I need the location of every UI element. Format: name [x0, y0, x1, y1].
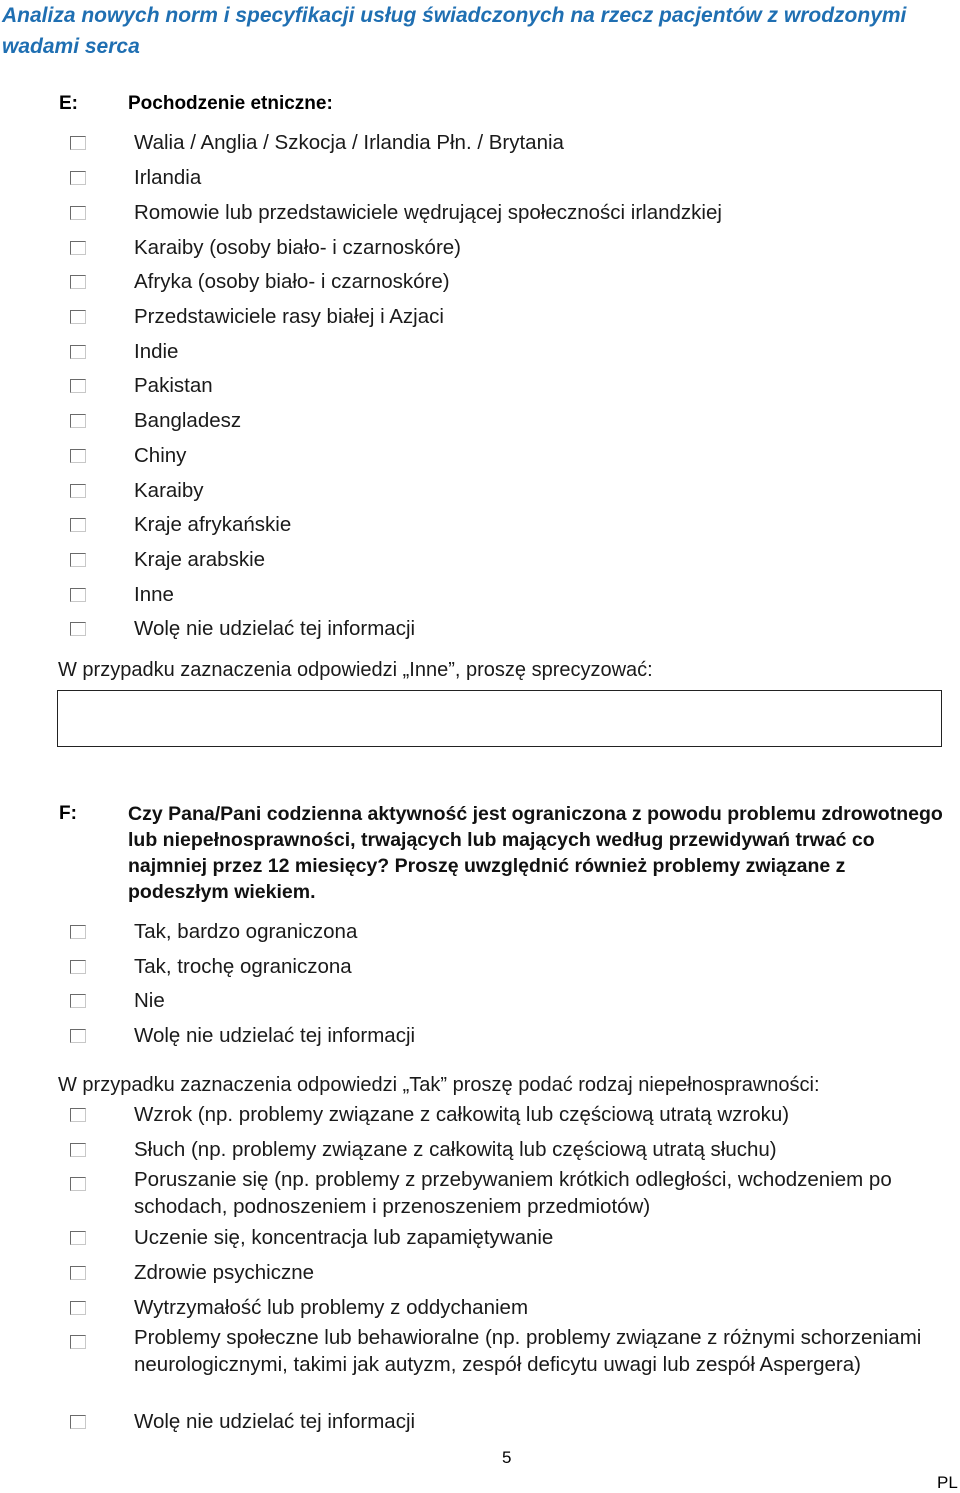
option-label: Wytrzymałość lub problemy z oddychaniem: [134, 1296, 529, 1319]
option-label: Indie: [134, 340, 179, 363]
ethnicity-option-decline[interactable]: [0, 615, 960, 645]
checkbox[interactable]: [70, 345, 86, 359]
option-label: Afryka (osoby biało- i czarnoskóre): [134, 270, 450, 293]
checkbox[interactable]: [70, 136, 86, 150]
ethnicity-option-ireland[interactable]: [0, 164, 960, 194]
limitation-option-no[interactable]: [0, 987, 960, 1017]
disability-option-mobility[interactable]: [0, 1166, 960, 1222]
checkbox[interactable]: [70, 994, 86, 1008]
option-label: Kraje afrykańskie: [134, 513, 292, 536]
disability-option-mental-health[interactable]: [0, 1259, 960, 1289]
checkbox[interactable]: [70, 1415, 86, 1429]
section-f-letter: F:: [59, 803, 77, 824]
ethnicity-option-other[interactable]: [0, 581, 960, 611]
limitation-option-decline[interactable]: [0, 1022, 960, 1052]
checkbox[interactable]: [70, 553, 86, 567]
checkbox[interactable]: [70, 484, 86, 498]
option-label: Tak, trochę ograniczona: [134, 955, 352, 978]
ethnicity-option-china[interactable]: [0, 442, 960, 472]
option-label: Problemy społeczne lub behawioralne (np. problemy związane z różnymi schorzeniami neurologicznymi, takimi jak autyzm, zespół deficytu uwagi lub zespół Aspergera): [134, 1326, 922, 1376]
section-f-question: Czy Pana/Pani codzienna aktywność jest ograniczona z powodu problemu zdrowotnego lub niepełnosprawności, trwających lub mających według przewidywań trwać co najmniej przez 12 miesięcy? Proszę uwzględnić również problemy związane z podeszłym wiekiem.: [128, 803, 943, 903]
option-label: Bangladesz: [134, 409, 242, 432]
option-label: Poruszanie się (np. problemy z przebywaniem krótkich odległości, wchodzeniem po schodach, podnoszeniem i przenoszeniem przedmiotów): [134, 1168, 892, 1218]
option-label: Wolę nie udzielać tej informacji: [134, 1024, 416, 1047]
disability-option-social[interactable]: [0, 1324, 960, 1406]
option-label: Zdrowie psychiczne: [134, 1261, 315, 1284]
disability-option-learning[interactable]: [0, 1224, 960, 1254]
checkbox[interactable]: [70, 379, 86, 393]
option-label: Inne: [134, 583, 174, 606]
other-specify-prompt: W przypadku zaznaczenia odpowiedzi „Inne”, proszę sprecyzować:: [58, 659, 653, 681]
ethnicity-option-pakistan[interactable]: [0, 372, 960, 402]
option-label: Uczenie się, koncentracja lub zapamiętywanie: [134, 1226, 554, 1249]
disability-option-vision[interactable]: [0, 1101, 960, 1131]
option-label: Kraje arabskie: [134, 548, 266, 571]
section-e-letter: E:: [59, 93, 78, 114]
ethnicity-option-caribbean-mixed[interactable]: [0, 234, 960, 264]
checkbox[interactable]: [70, 1231, 86, 1245]
option-label: Karaiby: [134, 479, 204, 502]
language-tag: PL: [937, 1473, 958, 1492]
page-number: 5: [502, 1448, 512, 1467]
ethnicity-option-roma[interactable]: [0, 199, 960, 229]
ethnicity-option-caribbean[interactable]: [0, 477, 960, 507]
option-label: Romowie lub przedstawiciele wędrującej społeczności irlandzkiej: [134, 201, 722, 224]
checkbox[interactable]: [70, 275, 86, 289]
disability-option-stamina[interactable]: [0, 1294, 960, 1324]
checkbox[interactable]: [70, 449, 86, 463]
disability-type-prompt: W przypadku zaznaczenia odpowiedzi „Tak” proszę podać rodzaj niepełnosprawności:: [58, 1074, 820, 1096]
section-e-heading: Pochodzenie etniczne:: [128, 93, 333, 114]
checkbox[interactable]: [70, 206, 86, 220]
option-label: Słuch (np. problemy związane z całkowitą lub częściową utratą słuchu): [134, 1138, 777, 1161]
disability-option-hearing[interactable]: [0, 1136, 960, 1166]
checkbox[interactable]: [70, 925, 86, 939]
checkbox[interactable]: [70, 1108, 86, 1122]
checkbox[interactable]: [70, 1266, 86, 1280]
checkbox[interactable]: [70, 588, 86, 602]
checkbox[interactable]: [70, 960, 86, 974]
option-label: Chiny: [134, 444, 187, 467]
ethnicity-option-india[interactable]: [0, 338, 960, 368]
option-label: Wolę nie udzielać tej informacji: [134, 617, 416, 640]
checkbox[interactable]: [70, 1177, 86, 1191]
option-label: Nie: [134, 989, 165, 1012]
ethnicity-option-african-countries[interactable]: [0, 511, 960, 541]
ethnicity-option-africa-mixed[interactable]: [0, 268, 960, 298]
checkbox[interactable]: [70, 414, 86, 428]
checkbox[interactable]: [70, 1335, 86, 1349]
option-label: Wzrok (np. problemy związane z całkowitą lub częściową utratą wzroku): [134, 1103, 790, 1126]
option-label: Irlandia: [134, 166, 202, 189]
limitation-option-somewhat[interactable]: [0, 953, 960, 983]
option-label: Wolę nie udzielać tej informacji: [134, 1410, 416, 1433]
disability-option-decline[interactable]: [0, 1408, 960, 1438]
checkbox[interactable]: [70, 1301, 86, 1315]
option-label: Przedstawiciele rasy białej i Azjaci: [134, 305, 444, 328]
checkbox[interactable]: [70, 622, 86, 636]
option-label: Tak, bardzo ograniczona: [134, 920, 358, 943]
checkbox[interactable]: [70, 241, 86, 255]
option-label: Walia / Anglia / Szkocja / Irlandia Płn. / Brytania: [134, 131, 564, 154]
limitation-option-very[interactable]: [0, 918, 960, 948]
checkbox[interactable]: [70, 1143, 86, 1157]
checkbox[interactable]: [70, 310, 86, 324]
ethnicity-option-white-asian[interactable]: [0, 303, 960, 333]
ethnicity-option-bangladesh[interactable]: [0, 407, 960, 437]
document-title: Analiza nowych norm i specyfikacji usług świadczonych na rzecz pacjentów z wrodzonymi wadami serca: [2, 4, 907, 58]
option-label: Karaiby (osoby biało- i czarnoskóre): [134, 236, 461, 259]
checkbox[interactable]: [70, 518, 86, 532]
checkbox[interactable]: [70, 171, 86, 185]
other-specify-field[interactable]: [57, 690, 942, 747]
option-label: Pakistan: [134, 374, 213, 397]
checkbox[interactable]: [70, 1029, 86, 1043]
ethnicity-option-uk[interactable]: [0, 129, 960, 159]
ethnicity-option-arab-countries[interactable]: [0, 546, 960, 576]
